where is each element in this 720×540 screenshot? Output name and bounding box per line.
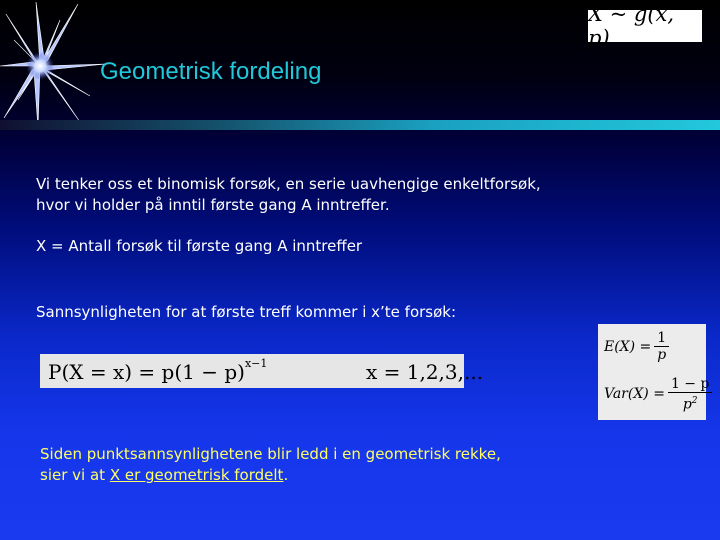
starburst-icon [0,0,110,130]
pmf-exponent: x−1 [244,357,268,371]
closing-line-1: Siden punktsannsynlighetene blir ledd i en geometrisk rekke, [40,445,501,463]
definition-text: X = Antall forsøk til første gang A inntreffer [36,237,363,255]
pmf-lhs: $P(X = x) = p(1 - p)^{x-1}$ [48,357,268,384]
probability-intro-text: Sannsynligheten for at første treff kommer i x’te forsøk: [36,303,457,321]
geometric-distributed-emphasis: X er geometrisk fordelt [109,466,284,484]
title-divider [0,120,720,130]
intro-line-2: hvor vi holder på inntil første gang A inntreffer. [36,196,390,214]
intro-line-1: Vi tenker oss et binomisk forsøk, en serie uavhengige enkeltforsøk, [36,175,541,193]
variance-formula: Var(X) = $\frac{1 - p}{p^2}$ [604,376,712,413]
moments-formula [598,324,710,420]
pmf-support: x = 1,2,3,... [366,360,484,384]
closing-text [40,444,501,486]
expectation-formula: E(X) = $\frac{1}{p}$ [604,330,669,363]
distribution-notation: X ~ g(x, p) [588,10,702,42]
pmf-formula [40,354,484,388]
intro-text [36,174,541,216]
page-title: Geometrisk fordeling [100,58,322,85]
closing-line-2: sier vi at X er geometrisk fordelt. [40,466,289,484]
